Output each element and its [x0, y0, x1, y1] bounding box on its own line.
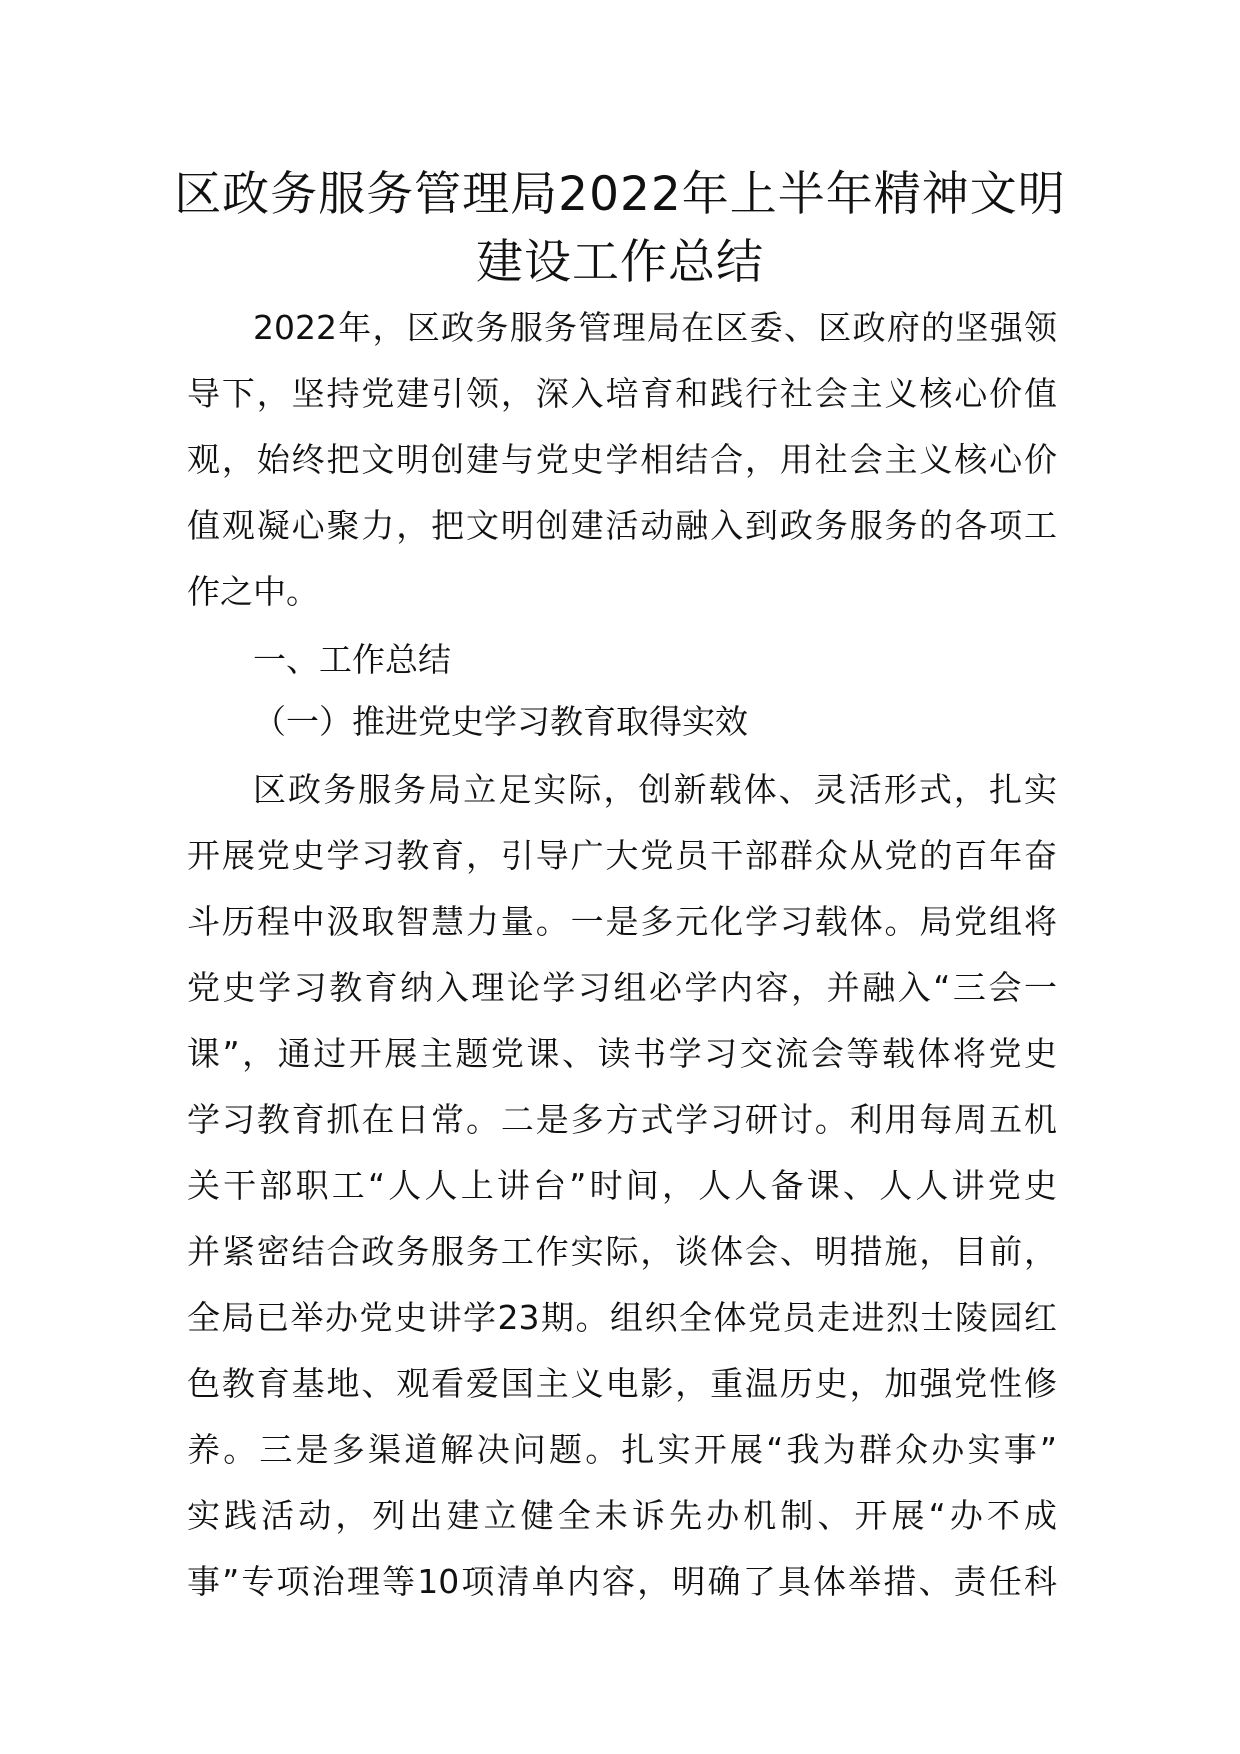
- intro-paragraph: [187, 295, 1057, 625]
- intro-line: 作之中。: [187, 572, 319, 611]
- paragraph-line: 斗历程中汲取智慧力量。一是多元化学习载体。局党组将: [187, 902, 1057, 941]
- subsection-paragraph: [187, 757, 1057, 1615]
- subsection-heading: （一）推进党史学习教育取得实效: [253, 702, 748, 741]
- intro-line: 观，始终把文明创建与党史学相结合，用社会主义核心价: [187, 440, 1057, 479]
- paragraph-line: 全局已举办党史讲学23期。组织全体党员走进烈士陵园红: [187, 1298, 1057, 1337]
- document-title-line-2: 建设工作总结: [476, 235, 764, 290]
- paragraph-line: 学习教育抓在日常。二是多方式学习研讨。利用每周五机: [187, 1100, 1057, 1139]
- intro-line: 导下，坚持党建引领，深入培育和践行社会主义核心价值: [187, 374, 1057, 413]
- section-heading: 一、工作总结: [253, 640, 451, 679]
- paragraph-line: 养。三是多渠道解决问题。扎实开展“我为群众办实事”: [187, 1430, 1057, 1469]
- paragraph-line: 关干部职工“人人上讲台”时间，人人备课、人人讲党史: [187, 1166, 1057, 1205]
- paragraph-line: 事”专项治理等10项清单内容，明确了具体举措、责任科: [187, 1562, 1057, 1601]
- paragraph-line: 区政务服务局立足实际，创新载体、灵活形式，扎实: [253, 770, 1057, 809]
- intro-line: 值观凝心聚力，把文明创建活动融入到政务服务的各项工: [187, 506, 1057, 545]
- document-body: [187, 295, 1057, 1615]
- document-title-line-1: 区政务服务管理局2022年上半年精神文明: [174, 167, 1066, 222]
- paragraph-line: 课”，通过开展主题党课、读书学习交流会等载体将党史: [187, 1034, 1057, 1073]
- paragraph-line: 实践活动，列出建立健全未诉先办机制、开展“办不成: [187, 1496, 1057, 1535]
- intro-line: 2022年，区政务服务管理局在区委、区政府的坚强领: [253, 308, 1057, 347]
- paragraph-line: 党史学习教育纳入理论学习组必学内容，并融入“三会一: [187, 968, 1057, 1007]
- paragraph-line: 开展党史学习教育，引导广大党员干部群众从党的百年奋: [187, 836, 1057, 875]
- paragraph-line: 色教育基地、观看爱国主义电影，重温历史，加强党性修: [187, 1364, 1057, 1403]
- paragraph-line: 并紧密结合政务服务工作实际，谈体会、明措施，目前，: [187, 1232, 1057, 1271]
